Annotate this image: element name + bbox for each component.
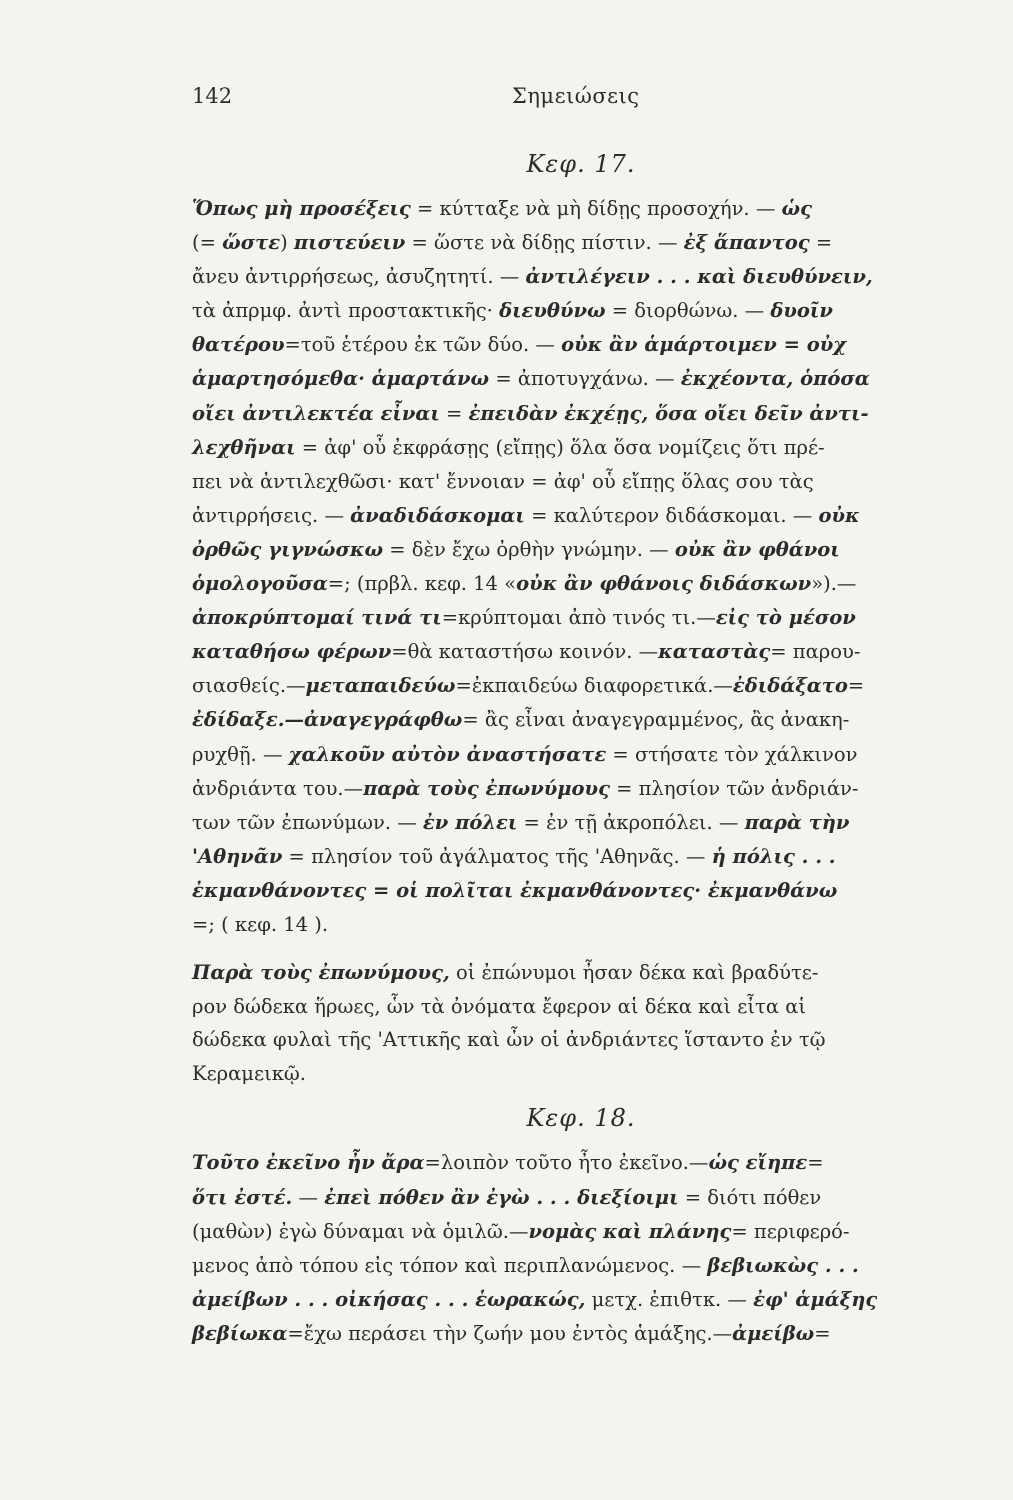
glossary-term: καταθήσω φέρων xyxy=(192,640,392,664)
glossary-term: οὐκ ἂν φθάνοι xyxy=(674,537,840,561)
glossary-term: βεβίωκα xyxy=(192,1321,288,1345)
gloss-text: =; ( κεφ. 14 ). xyxy=(192,912,329,936)
text-line xyxy=(192,1317,970,1351)
glossary-term: ὁμολογοῦσα xyxy=(192,572,328,596)
glossary-term: παρὰ τοὺς ἐπωνύμους xyxy=(363,776,610,800)
glossary-term: θατέρου xyxy=(192,333,285,357)
glossary-term: παρὰ τὴν xyxy=(744,810,850,834)
glossary-term: ἀποκρύπτομαί τινά τι xyxy=(192,606,442,630)
paragraph-spacer xyxy=(192,1090,970,1104)
gloss-text: = πλησίον τοῦ ἀγάλματος τῆς 'Αθηνᾶς. — xyxy=(282,844,712,868)
glossary-term: ἐφ' ἁμάξης xyxy=(753,1287,878,1311)
gloss-text: = στήσατε τὸν χάλκινον xyxy=(606,742,858,766)
text-line xyxy=(192,956,970,990)
text-line xyxy=(192,990,970,1024)
gloss-text: ἀνδριάντα του.— xyxy=(192,776,364,800)
text-line xyxy=(192,772,970,806)
glossary-term: ἐκμανθάνοντες = οἱ πολῖται ἐκμανθάνοντες· ἐκμανθάνω xyxy=(192,878,838,902)
gloss-text: = παρου- xyxy=(770,640,861,664)
glossary-term: πιστεύειν xyxy=(293,231,406,255)
text-line xyxy=(192,1146,970,1180)
text-line xyxy=(192,1215,970,1249)
glossary-term: οὐκ ἂν ἁμάρτοιμεν = οὐχ xyxy=(561,333,847,357)
glossary-term: καταστὰς xyxy=(658,640,771,664)
text-line xyxy=(192,874,970,908)
chapter-17-note-paragraph xyxy=(192,956,970,1090)
gloss-text: (= xyxy=(192,231,223,255)
glossary-term: δυοῖν xyxy=(770,299,833,323)
page-number: 142 xyxy=(192,84,233,108)
gloss-text: = διορθώνω. — xyxy=(605,299,771,323)
glossary-term: ἐπεὶ πόθεν ἂν ἐγὼ . . . διεξίοιμι xyxy=(324,1185,679,1209)
gloss-text: = xyxy=(807,1151,824,1175)
text-line xyxy=(192,533,970,567)
text-line xyxy=(192,1023,970,1057)
text-line xyxy=(192,431,970,465)
gloss-text: — xyxy=(292,1185,325,1209)
text-line xyxy=(192,1283,970,1317)
glossary-term: ὀρθῶς γιγνώσκω xyxy=(192,537,384,561)
text-line xyxy=(192,806,970,840)
gloss-text: = περιφερό- xyxy=(731,1219,850,1243)
gloss-text: =κρύπτομαι ἀπὸ τινός τι.— xyxy=(441,606,716,630)
text-line xyxy=(192,260,970,294)
gloss-text: =θὰ καταστήσω κοινόν. — xyxy=(391,640,659,664)
gloss-text: Κεραμεικῷ. xyxy=(192,1061,307,1085)
glossary-term: ὡς xyxy=(781,197,812,220)
gloss-text: (μαθὼν) ἐγὼ δύναμαι νὰ ὁμιλῶ.— xyxy=(192,1219,529,1243)
gloss-text: = xyxy=(814,1321,831,1345)
glossary-term: οἴει ἀντιλεκτέα εἶναι xyxy=(192,401,440,425)
gloss-text: μενος ἀπὸ τόπου εἰς τόπον καὶ περιπλανώμενος. — xyxy=(192,1253,708,1277)
gloss-text: ρον δώδεκα ἥρωες, ὧν τὰ ὀνόματα ἔφερον αἱ δέκα καὶ εἶτα αἱ xyxy=(192,994,807,1018)
glossary-term: ὅτι ἐστέ. xyxy=(192,1185,293,1209)
gloss-text: = δὲν ἔχω ὀρθὴν γνώμην. — xyxy=(383,537,675,561)
gloss-text: =λοιπὸν τοῦτο ἦτο ἐκεῖνο.— xyxy=(424,1151,709,1175)
page-header xyxy=(192,84,972,120)
gloss-text: ἄνευ ἀντιρρήσεως, ἀσυζητητί. — xyxy=(192,265,526,289)
gloss-text: των τῶν ἐπωνύμων. — xyxy=(192,810,423,834)
glossary-term: 'Αθηνᾶν xyxy=(192,844,283,868)
text-line xyxy=(192,703,970,737)
glossary-term: Παρὰ τοὺς ἐπωνύμους, xyxy=(192,961,450,985)
gloss-text: πει νὰ ἀντιλεχθῶσι· κατ' ἔννοιαν = ἀφ' οὗ εἴπῃς ὅλας σου τὰς xyxy=(192,469,814,493)
chapter-18-glossary-paragraph xyxy=(192,1146,970,1351)
chapter-18-heading: Κεφ. 18. xyxy=(526,1104,636,1133)
glossary-term: ὥστε xyxy=(222,231,281,255)
gloss-text: ρυχθῇ. — xyxy=(192,742,289,766)
page-body xyxy=(192,150,970,1351)
gloss-text: = κύτταξε νὰ μὴ δίδῃς προσοχήν. — xyxy=(410,197,782,220)
glossary-term: ἡ πόλις . . . xyxy=(711,844,836,868)
glossary-term: βεβιωκὼς . . . xyxy=(707,1253,859,1277)
gloss-text: = ἂς εἶναι ἀναγεγραμμένος, ἂς ἀνακη- xyxy=(462,708,850,732)
chapter-17-glossary-paragraph xyxy=(192,192,970,942)
chapter-17-heading: Κεφ. 17. xyxy=(526,150,636,178)
glossary-term: ἐξ ἅπαντος xyxy=(683,231,810,255)
text-line xyxy=(192,1181,970,1215)
glossary-term: εἰς τὸ μέσον xyxy=(715,606,856,630)
gloss-text: =; (πρβλ. κεφ. 14 « xyxy=(327,572,517,596)
text-line xyxy=(192,499,970,533)
text-line xyxy=(192,465,970,499)
text-line xyxy=(192,294,970,328)
glossary-term: οὐκ ἂν φθάνοις διδάσκων xyxy=(516,572,812,596)
glossary-term: μεταπαιδεύω xyxy=(305,674,456,698)
glossary-term: ἐπειδὰν ἐκχέῃς, ὅσα οἴει δεῖν ἀντι- xyxy=(468,401,869,425)
gloss-text: οἱ ἐπώνυμοι ἦσαν δέκα καὶ βραδύτε- xyxy=(449,961,819,985)
text-line xyxy=(192,908,970,942)
gloss-text: ) xyxy=(280,231,294,255)
glossary-term: ἀναδιδάσκομαι xyxy=(350,503,525,527)
gloss-text: = ἐν τῇ ἀκροπόλει. — xyxy=(517,810,745,834)
text-line xyxy=(192,669,970,703)
gloss-text: δώδεκα φυλαὶ τῆς 'Αττικῆς καὶ ὧν οἱ ἀνδριάντες ἵσταντο ἐν τῷ xyxy=(192,1028,826,1052)
gloss-text: = ἀποτυγχάνω. — xyxy=(489,367,681,391)
text-line xyxy=(192,840,970,874)
glossary-term: Ὅπως μὴ προσέξεις xyxy=(192,197,411,220)
text-line xyxy=(192,1057,970,1091)
gloss-text: = xyxy=(439,401,469,425)
text-line xyxy=(192,192,970,226)
gloss-text: σιασθείς.— xyxy=(192,674,306,698)
gloss-text: = πλησίον τῶν ἀνδριάν- xyxy=(609,776,859,800)
glossary-term: ἀντιλέγειν . . . καὶ διευθύνειν, xyxy=(525,265,873,289)
glossary-term: διευθύνω xyxy=(499,299,606,323)
gloss-text: = καλύτερον διδάσκομαι. — xyxy=(524,503,819,527)
glossary-term: ἀμείβων . . . οἰκήσας . . . ἑωρακώς, xyxy=(192,1287,586,1311)
text-line xyxy=(192,328,970,362)
gloss-text: μετχ. ἐπιθτκ. — xyxy=(585,1287,754,1311)
glossary-term: νομὰς καὶ πλάνης xyxy=(528,1219,732,1243)
gloss-text: =ἐκπαιδεύω διαφορετικά.— xyxy=(455,674,733,698)
gloss-text: τὰ ἀπρμφ. ἀντὶ προστακτικῆς· xyxy=(192,299,500,323)
glossary-term: ἐν πόλει xyxy=(422,810,518,834)
text-line xyxy=(192,601,970,635)
gloss-text: = ἀφ' οὗ ἐκφράσῃς (εἴπῃς) ὅλα ὅσα νομίζεις ὅτι πρέ- xyxy=(295,435,825,459)
glossary-term: ἐδιδάξατο xyxy=(732,674,848,698)
paragraph-spacer xyxy=(192,942,970,956)
glossary-term: ἐδίδαξε.—ἀναγεγράφθω xyxy=(192,708,463,732)
text-line xyxy=(192,226,970,260)
glossary-term: ἀμείβω xyxy=(732,1321,815,1345)
gloss-text: »).— xyxy=(811,572,857,596)
running-title: Σημειώσεις xyxy=(512,84,640,108)
gloss-text: = ὥστε νὰ δίδῃς πίστιν. — xyxy=(405,231,684,255)
glossary-term: ἁμαρτησόμεθα· ἁμαρτάνω xyxy=(192,367,490,391)
text-line xyxy=(192,1249,970,1283)
text-line xyxy=(192,738,970,772)
text-line xyxy=(192,397,970,431)
gloss-text: = xyxy=(809,231,833,255)
glossary-term: χαλκοῦν αὐτὸν ἀναστήσατε xyxy=(288,742,607,766)
gloss-text: = διότι πόθεν xyxy=(678,1185,822,1209)
text-line xyxy=(192,567,970,601)
gloss-text: =τοῦ ἑτέρου ἐκ τῶν δύο. — xyxy=(284,333,562,357)
glossary-term: Τοῦτο ἐκεῖνο ἦν ἄρα xyxy=(192,1151,425,1175)
glossary-term: ἐκχέοντα, ὁπόσα xyxy=(680,367,870,391)
gloss-text: = xyxy=(847,674,865,698)
gloss-text: ἀντιρρήσεις. — xyxy=(192,503,351,527)
glossary-term: οὐκ xyxy=(818,503,860,527)
text-line xyxy=(192,635,970,669)
text-line xyxy=(192,362,970,396)
gloss-text: =ἔχω περάσει τὴν ζωήν μου ἐντὸς ἁμάξης.— xyxy=(287,1321,733,1345)
glossary-term: ὡς εἴηπε xyxy=(708,1151,808,1175)
glossary-term: λεχθῆναι xyxy=(192,435,296,459)
